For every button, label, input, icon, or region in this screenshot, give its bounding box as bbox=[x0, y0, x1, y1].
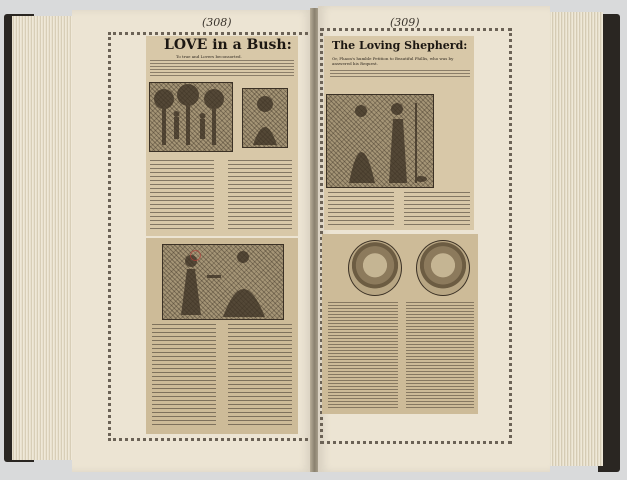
red-library-stamp-icon bbox=[190, 250, 201, 261]
verse-column-6 bbox=[404, 192, 470, 226]
ballad-sheet-shepherd bbox=[324, 36, 474, 230]
ballad-subtitle-right: Or, Phaon's humble Petition to Beautiful Phillis, who was by answered his Request. bbox=[332, 56, 454, 66]
ballad-sheet-upper bbox=[146, 36, 298, 236]
ballad-sheet-lower bbox=[146, 238, 298, 434]
verse-column-1 bbox=[150, 160, 214, 232]
verse-column-8 bbox=[406, 302, 474, 410]
left-page bbox=[72, 10, 312, 472]
verse-column-4 bbox=[228, 324, 292, 428]
tune-lines bbox=[150, 60, 294, 76]
page-edges-right bbox=[545, 12, 603, 466]
ballad-title-left: LOVE in a Bush: bbox=[164, 37, 292, 53]
woodcut-shepherd-couple-icon bbox=[326, 94, 434, 188]
woodcut-trees-icon bbox=[149, 82, 233, 152]
verse-column-3 bbox=[152, 324, 216, 428]
ballad-sheet-portraits bbox=[322, 234, 478, 414]
verse-column-7 bbox=[328, 302, 398, 410]
verse-column-2 bbox=[228, 160, 292, 232]
left-page-number: (308) bbox=[202, 16, 232, 29]
ballad-subtitle-left: To true and Lovers beconsorted. bbox=[176, 54, 242, 59]
woodcut-couple-icon bbox=[162, 244, 284, 320]
tune-lines-right bbox=[330, 70, 470, 78]
woodcut-figure-icon bbox=[242, 88, 288, 148]
right-page-number: (309) bbox=[390, 16, 420, 29]
portrait-medallion-left-icon bbox=[348, 240, 402, 296]
ballad-title-right: The Loving Shepherd: bbox=[332, 39, 468, 52]
verse-column-5 bbox=[328, 192, 394, 226]
portrait-medallion-right-icon bbox=[416, 240, 470, 296]
right-page bbox=[318, 6, 550, 472]
